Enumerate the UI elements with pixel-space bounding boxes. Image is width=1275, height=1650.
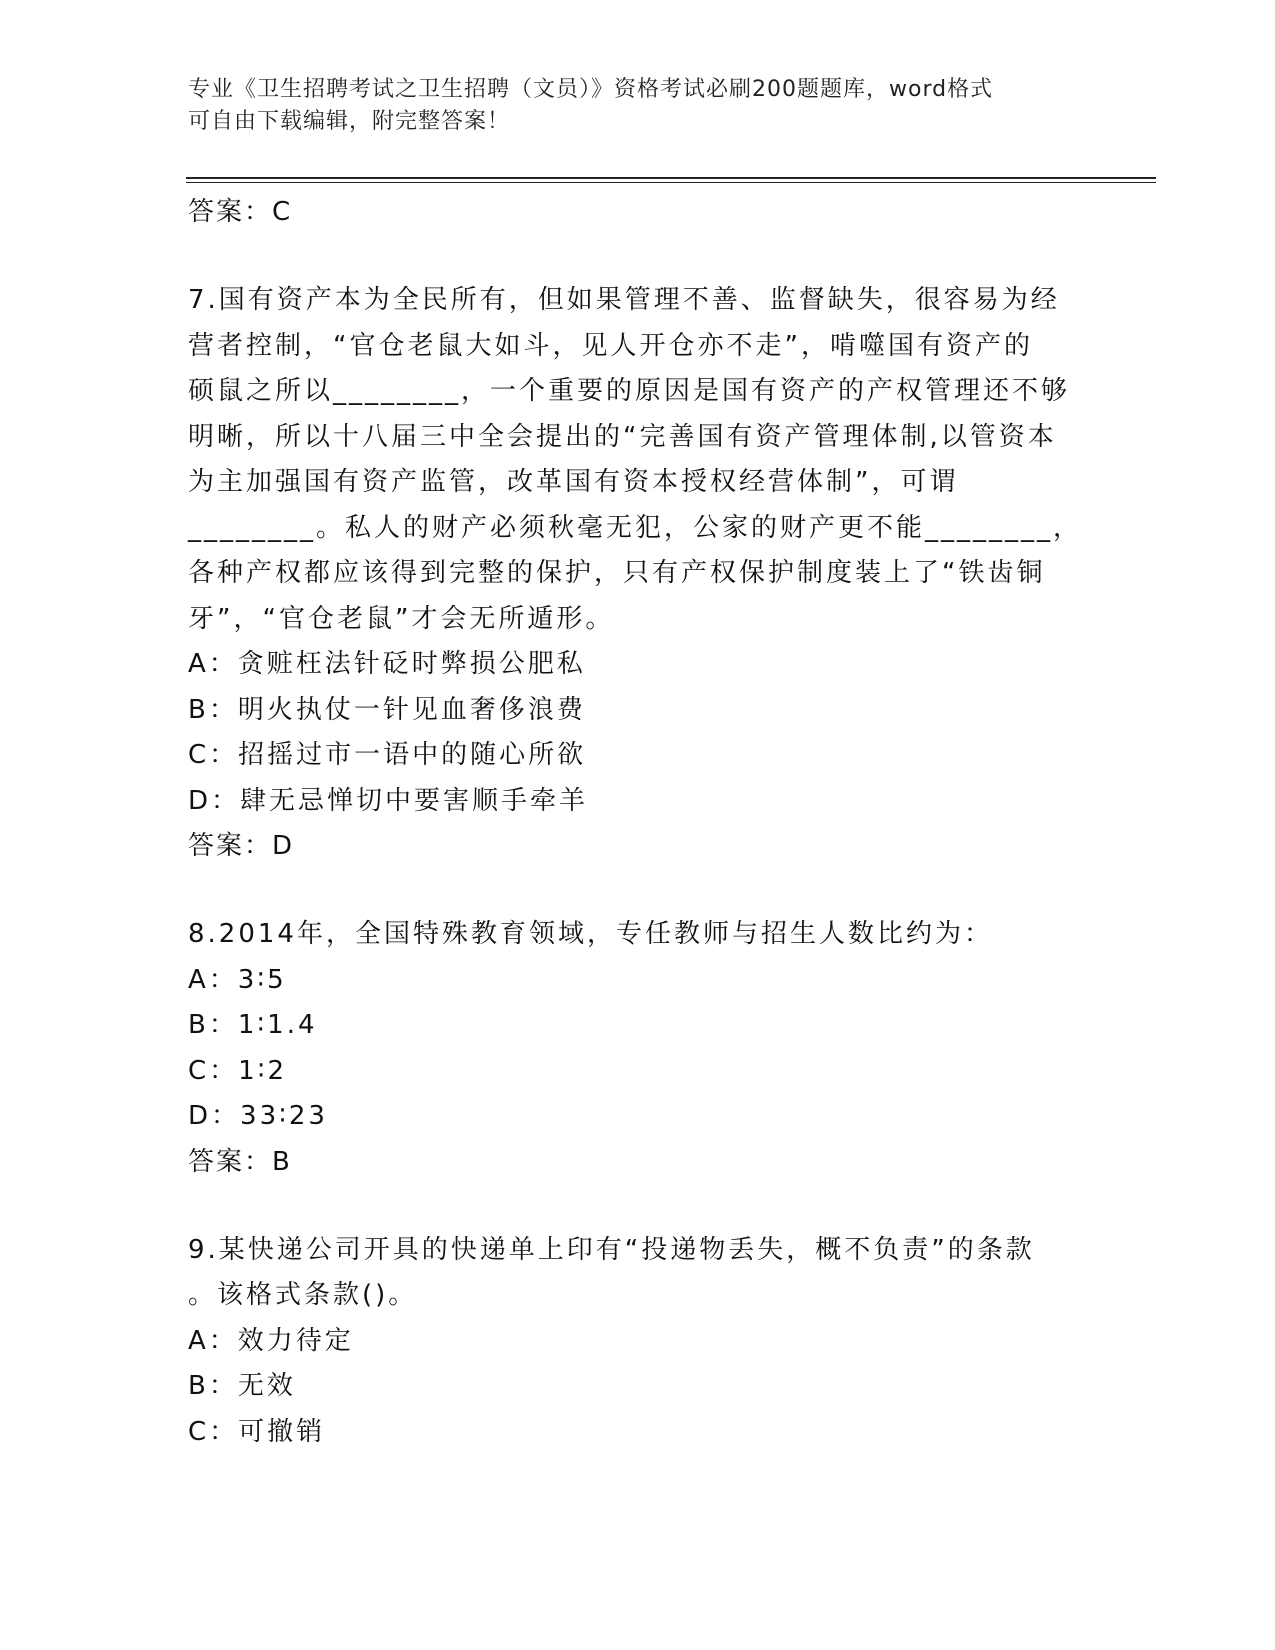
question-9-option-c: C：可撤销 [188,1416,326,1447]
question-7-line: 7.国有资产本为全民所有，但如果管理不善、监督缺失，很容易为经 [188,285,1060,315]
document-header [188,74,1068,138]
question-7-option-c: C：招摇过市一语中的随心所欲 [188,740,587,770]
question-7-option-a: A：贪赃枉法针砭时弊损公肥私 [188,649,586,679]
question-7 [188,278,1088,868]
question-8-option-a: A：3∶5 [188,964,287,995]
question-7-line: 为主加强国有资产监管，改革国有资本授权经营体制”，可谓 [188,467,959,497]
question-9-line: 9.某快递公司开具的快递单上印有“投递物丢失，概不负责”的条款 [188,1234,1035,1265]
question-7-line: 牙”，“官仓老鼠”才会无所遁形。 [188,603,615,634]
question-9-line: 。该格式条款()。 [188,1280,418,1310]
question-8-option-c: C：1∶2 [188,1055,288,1086]
header-line-1: 专业《卫生招聘考试之卫生招聘（文员）》资格考试必刷200题题库，word格式 [188,77,994,102]
question-7-line: ________。私人的财产必须秋毫无犯，公家的财产更不能________， [188,512,1083,543]
question-8-option-b: B：1∶1.4 [188,1010,318,1040]
question-8 [188,912,1088,1184]
question-9-option-a: A：效力待定 [188,1325,354,1356]
header-rule-thin [186,182,1156,183]
question-7-option-b: B：明火执仗一针见血奢侈浪费 [188,694,586,725]
spacer [188,1184,1088,1228]
question-9-option-b: B：无效 [188,1371,296,1401]
question-8-line: 8.2014年，全国特殊教育领域，专任教师与招生人数比约为： [188,919,993,949]
answer-6: 答案：C [188,197,293,227]
question-8-option-d: D：33∶23 [188,1101,328,1131]
question-7-option-d: D：肆无忌惮切中要害顺手牵羊 [188,785,589,816]
spacer [188,234,1088,278]
answer-7: 答案：D [188,831,295,861]
header-rule-thick [186,177,1156,179]
question-7-line: 硕鼠之所以________，一个重要的原因是国有资产的产权管理还不够 [188,376,1071,406]
document-body [188,190,1088,1455]
spacer [188,868,1088,912]
question-9 [188,1228,1088,1456]
question-7-line: 营者控制，“官仓老鼠大如斗，见人开仓亦不走”，啃噬国有资产的 [188,330,1033,361]
answer-8: 答案：B [188,1146,292,1177]
header-line-2: 可自由下载编辑，附完整答案！ [188,109,511,134]
question-7-line: 各种产权都应该得到完整的保护，只有产权保护制度装上了“铁齿铜 [188,558,1046,588]
question-7-line: 明晰，所以十八届三中全会提出的“完善国有资产管理体制,以管资本 [188,421,1057,452]
